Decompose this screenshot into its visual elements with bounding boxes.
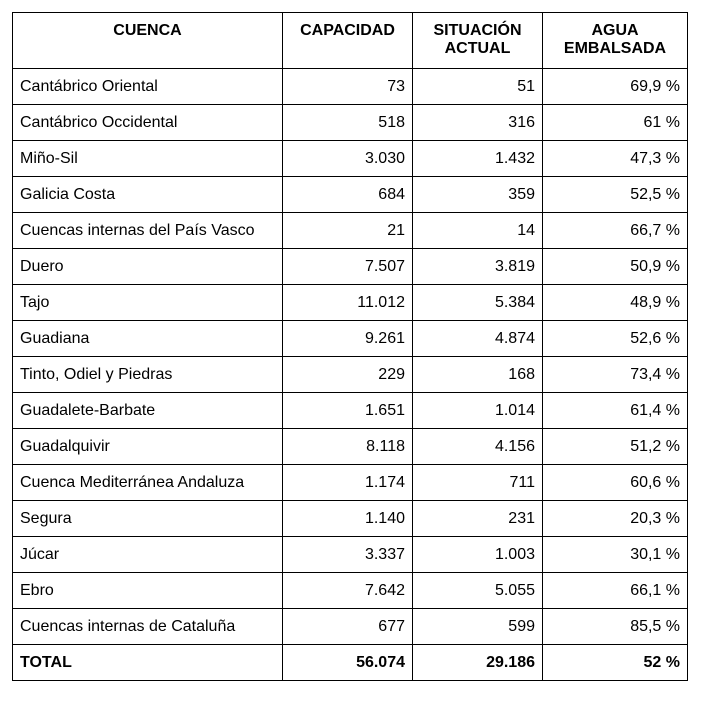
cell-capacidad: 73	[283, 69, 413, 105]
cell-agua-embalsada: 69,9 %	[543, 69, 688, 105]
cell-agua-embalsada: 60,6 %	[543, 465, 688, 501]
cell-cuenca: Guadalete-Barbate	[13, 393, 283, 429]
table-row	[13, 249, 688, 285]
table-row	[13, 465, 688, 501]
table-row	[13, 393, 688, 429]
cell-situacion-actual: 29.186	[413, 645, 543, 681]
cell-capacidad: 3.030	[283, 141, 413, 177]
header-situacion-line2: ACTUAL	[444, 40, 511, 57]
total-row	[13, 645, 688, 681]
cell-situacion-actual: 316	[413, 105, 543, 141]
cell-cuenca: Ebro	[13, 573, 283, 609]
table-row	[13, 429, 688, 465]
cell-agua-embalsada: 50,9 %	[543, 249, 688, 285]
cell-situacion-actual: 51	[413, 69, 543, 105]
cell-agua-embalsada: 52,5 %	[543, 177, 688, 213]
cell-situacion-actual: 1.003	[413, 537, 543, 573]
cell-cuenca: Guadalquivir	[13, 429, 283, 465]
cell-situacion-actual: 4.156	[413, 429, 543, 465]
cell-situacion-actual: 231	[413, 501, 543, 537]
cell-capacidad: 56.074	[283, 645, 413, 681]
table-row	[13, 537, 688, 573]
table-row	[13, 69, 688, 105]
cell-agua-embalsada: 66,7 %	[543, 213, 688, 249]
cell-situacion-actual: 599	[413, 609, 543, 645]
cell-cuenca: Tinto, Odiel y Piedras	[13, 357, 283, 393]
cell-capacidad: 11.012	[283, 285, 413, 321]
table-row	[13, 141, 688, 177]
cell-situacion-actual: 1.432	[413, 141, 543, 177]
table-row	[13, 213, 688, 249]
header-situacion-actual	[413, 13, 543, 69]
table-row	[13, 501, 688, 537]
cell-situacion-actual: 1.014	[413, 393, 543, 429]
cell-capacidad: 3.337	[283, 537, 413, 573]
header-situacion-line1: SITUACIÓN	[433, 22, 522, 39]
cell-capacidad: 677	[283, 609, 413, 645]
cell-capacidad: 8.118	[283, 429, 413, 465]
cell-agua-embalsada: 73,4 %	[543, 357, 688, 393]
reservoir-table	[12, 12, 688, 681]
cell-agua-embalsada: 48,9 %	[543, 285, 688, 321]
cell-capacidad: 1.140	[283, 501, 413, 537]
cell-capacidad: 9.261	[283, 321, 413, 357]
cell-situacion-actual: 168	[413, 357, 543, 393]
cell-cuenca: Cuencas internas de Cataluña	[13, 609, 283, 645]
cell-cuenca: Tajo	[13, 285, 283, 321]
cell-cuenca: Cantábrico Occidental	[13, 105, 283, 141]
cell-capacidad: 21	[283, 213, 413, 249]
cell-situacion-actual: 14	[413, 213, 543, 249]
table-row	[13, 177, 688, 213]
cell-agua-embalsada: 52,6 %	[543, 321, 688, 357]
header-capacidad	[283, 13, 413, 69]
cell-situacion-actual: 359	[413, 177, 543, 213]
table-row	[13, 285, 688, 321]
cell-capacidad: 229	[283, 357, 413, 393]
header-cuenca	[13, 13, 283, 69]
cell-capacidad: 518	[283, 105, 413, 141]
cell-cuenca: Miño-Sil	[13, 141, 283, 177]
cell-cuenca: Júcar	[13, 537, 283, 573]
cell-cuenca: Cuenca Mediterránea Andaluza	[13, 465, 283, 501]
cell-agua-embalsada: 61 %	[543, 105, 688, 141]
cell-capacidad: 1.651	[283, 393, 413, 429]
cell-agua-embalsada: 61,4 %	[543, 393, 688, 429]
cell-cuenca: Segura	[13, 501, 283, 537]
cell-agua-embalsada: 51,2 %	[543, 429, 688, 465]
cell-situacion-actual: 711	[413, 465, 543, 501]
table-row	[13, 321, 688, 357]
cell-cuenca: TOTAL	[13, 645, 283, 681]
cell-capacidad: 684	[283, 177, 413, 213]
cell-agua-embalsada: 20,3 %	[543, 501, 688, 537]
cell-agua-embalsada: 66,1 %	[543, 573, 688, 609]
cell-situacion-actual: 5.384	[413, 285, 543, 321]
cell-agua-embalsada: 52 %	[543, 645, 688, 681]
cell-cuenca: Duero	[13, 249, 283, 285]
cell-cuenca: Galicia Costa	[13, 177, 283, 213]
header-cuenca-label: CUENCA	[113, 22, 182, 39]
cell-agua-embalsada: 85,5 %	[543, 609, 688, 645]
cell-situacion-actual: 5.055	[413, 573, 543, 609]
header-agua-line2: EMBALSADA	[563, 40, 667, 57]
table-row	[13, 357, 688, 393]
cell-cuenca: Cantábrico Oriental	[13, 69, 283, 105]
cell-cuenca: Cuencas internas del País Vasco	[13, 213, 283, 249]
cell-agua-embalsada: 47,3 %	[543, 141, 688, 177]
header-capacidad-label: CAPACIDAD	[300, 22, 395, 39]
table-row	[13, 573, 688, 609]
table-body	[13, 69, 688, 681]
table-row	[13, 105, 688, 141]
cell-agua-embalsada: 30,1 %	[543, 537, 688, 573]
cell-situacion-actual: 3.819	[413, 249, 543, 285]
cell-capacidad: 1.174	[283, 465, 413, 501]
cell-capacidad: 7.507	[283, 249, 413, 285]
cell-capacidad: 7.642	[283, 573, 413, 609]
header-agua-line1: AGUA	[591, 22, 639, 39]
header-row	[13, 13, 688, 69]
cell-cuenca: Guadiana	[13, 321, 283, 357]
header-agua-embalsada	[543, 13, 688, 69]
cell-situacion-actual: 4.874	[413, 321, 543, 357]
table-row	[13, 609, 688, 645]
table-header	[13, 13, 688, 69]
